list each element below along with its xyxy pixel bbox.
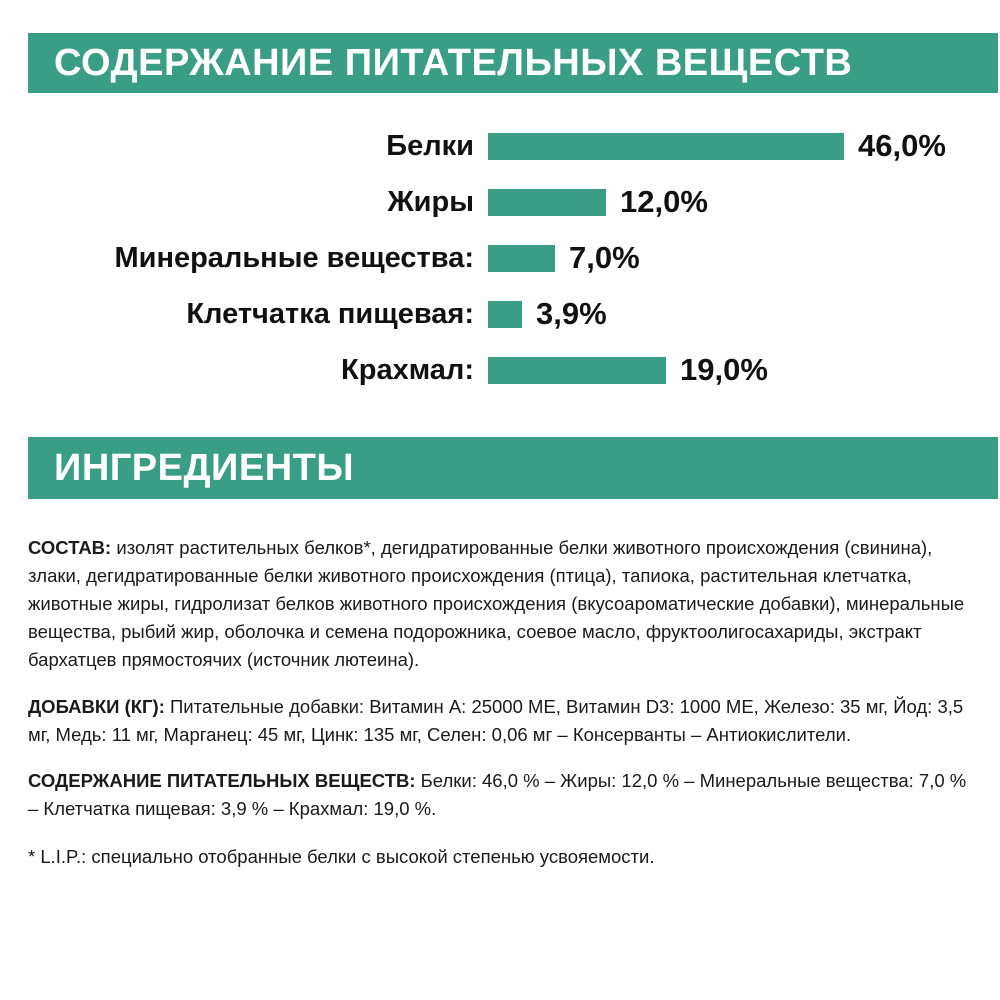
chart-row-bar-wrap: [488, 296, 607, 332]
chart-row-label: Клетчатка пищевая:: [186, 297, 474, 330]
chart-row-value: 19,0%: [680, 352, 768, 387]
chart-row-bar-wrap: [488, 184, 708, 220]
analytics-text: Белки: 46,0 % – Жиры: 12,0 % – Минеральные вещества: 7,0 % – Клетчатка пищевая: 3,9 % – Крахмал: 19,0 %.: [28, 770, 967, 820]
chart-row-label: Крахмал:: [341, 353, 474, 386]
analytics-paragraph: [28, 767, 972, 823]
nutrition-bar-chart: [28, 118, 972, 398]
nutrition-section-header: [28, 33, 998, 93]
chart-bar: [488, 301, 522, 328]
ingredients-body: [28, 515, 972, 890]
chart-row-label: Жиры: [387, 185, 474, 218]
chart-row: [28, 286, 972, 342]
composition-label: СОСТАВ:: [28, 536, 112, 558]
chart-row-value: 3,9%: [536, 296, 607, 331]
ingredients-section-title: ИНГРЕДИЕНТЫ: [54, 447, 355, 489]
chart-row: [28, 174, 972, 230]
chart-row-value: 12,0%: [620, 184, 708, 219]
chart-row-bar-wrap: [488, 240, 640, 276]
chart-row-value: 46,0%: [858, 128, 946, 163]
chart-row-bar-wrap: [488, 352, 768, 388]
nutrition-section-title: СОДЕРЖАНИЕ ПИТАТЕЛЬНЫХ ВЕЩЕСТВ: [54, 42, 853, 84]
chart-row: [28, 118, 972, 174]
additives-label: ДОБАВКИ (КГ):: [28, 695, 165, 717]
chart-bar: [488, 357, 666, 384]
composition-paragraph: [28, 534, 972, 675]
composition-text: изолят растительных белков*, дегидратированные белки животного происхождения (свинина), злаки, дегидратированные белки животного происхождения (птица), тапиока, растительная клетчатка, животные жиры, гидролизат белков животного происхождения (вкусоароматические добавки), минеральные вещества, рыбий жир, оболочка и семена подорожника, соевое масло, фруктоолигосахариды, экстракт бархатцев прямостоячих (источник лютеина).: [28, 536, 965, 670]
additives-paragraph: [28, 693, 972, 749]
chart-bar: [488, 245, 555, 272]
lip-footnote: * L.I.P.: специально отобранные белки с высокой степенью усвояемости.: [28, 846, 655, 868]
chart-bar: [488, 189, 606, 216]
chart-row-label: Белки: [386, 129, 474, 162]
chart-row: [28, 342, 972, 398]
chart-row-value: 7,0%: [569, 240, 640, 275]
ingredients-section-header: [28, 437, 998, 499]
additives-text: Питательные добавки: Витамин А: 25000 МЕ, Витамин D3: 1000 МЕ, Железо: 35 мг, Йод: 3,5 мг, Медь: 11 мг, Марганец: 45 мг, Цинк: 135 мг, Селен: 0,06 мг – Консерванты – Антиокислители.: [28, 695, 964, 745]
chart-bar: [488, 133, 844, 160]
chart-row-bar-wrap: [488, 128, 946, 164]
chart-row-label: Минеральные вещества:: [114, 241, 474, 274]
chart-row: [28, 230, 972, 286]
analytics-label: СОДЕРЖАНИЕ ПИТАТЕЛЬНЫХ ВЕЩЕСТВ:: [28, 770, 416, 792]
